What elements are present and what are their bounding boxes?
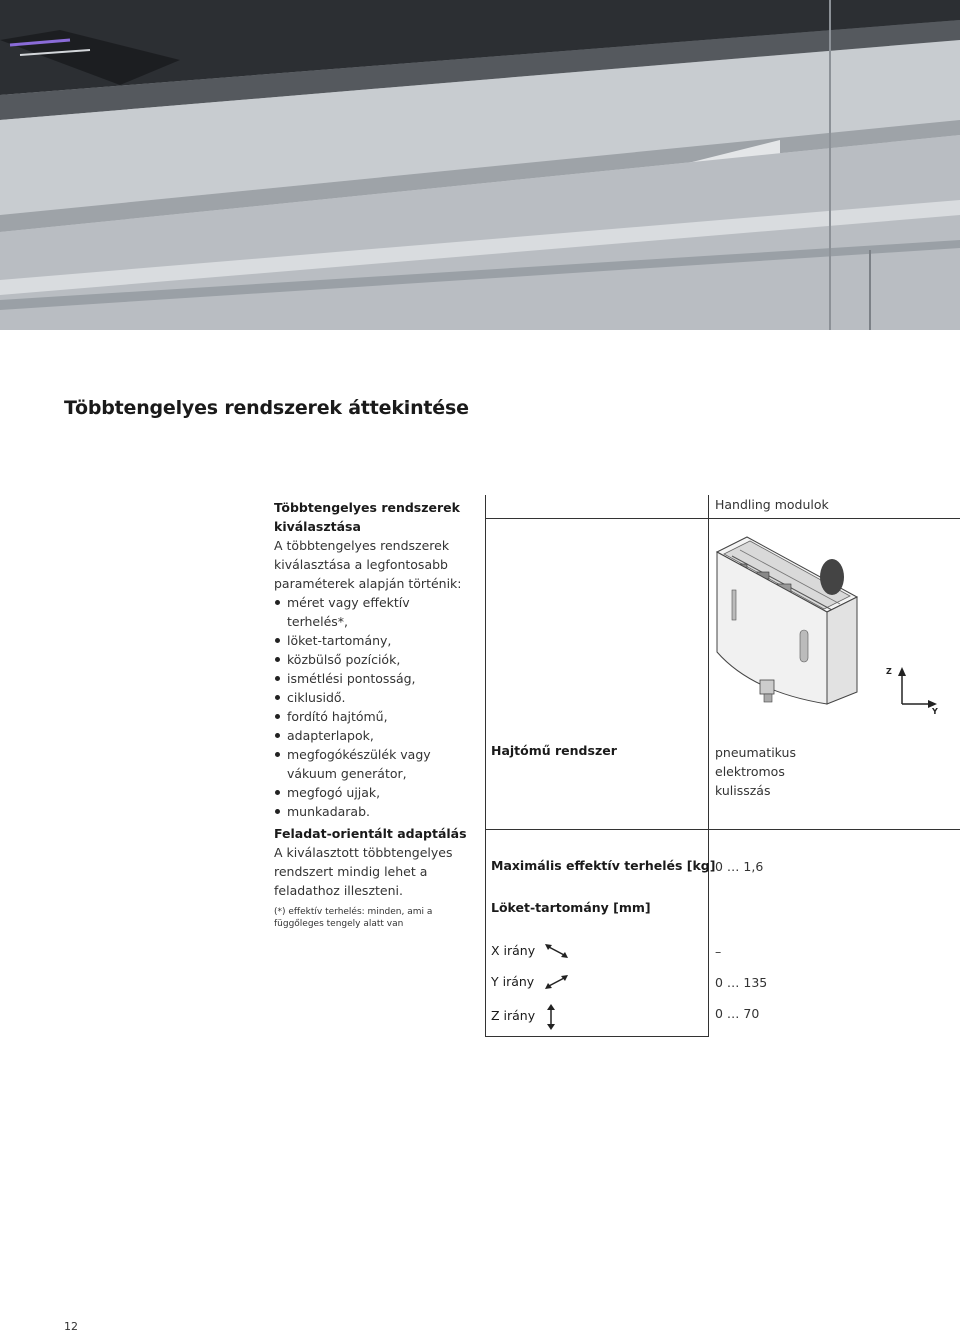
- list-item: ciklusidő.: [274, 688, 474, 707]
- adaptation-text: A kiválasztott többtengelyes rendszert mindig lehet a feladathoz illeszteni.: [274, 845, 453, 898]
- list-item: fordító hajtómű,: [274, 707, 474, 726]
- list-item: megfogókészülék vagy vákuum generátor,: [274, 745, 474, 783]
- drive-value: elektromos: [715, 764, 785, 779]
- list-item: adapterlapok,: [274, 726, 474, 745]
- list-item: megfogó ujjak,: [274, 783, 474, 802]
- drive-system-values: [715, 743, 796, 800]
- table-bottom-border: [485, 1036, 709, 1037]
- list-item: löket-tartomány,: [274, 631, 474, 650]
- y-direction-arrow-icon: [544, 973, 570, 991]
- footnote: (*) effektív terhelés: minden, ami a függőleges tengely alatt van: [274, 907, 433, 929]
- selection-intro: A többtengelyes rendszerek kiválasztása a legfontosabb paraméterek alapján történik:: [274, 538, 462, 591]
- left-column: [274, 498, 474, 929]
- x-direction-arrow-icon: [544, 942, 570, 960]
- z-direction-label: Z irány: [491, 1008, 536, 1023]
- hero-machine-illustration: [0, 0, 960, 330]
- drive-system-label: Hajtómű rendszer: [491, 743, 617, 758]
- table-column-divider: [708, 495, 709, 1037]
- page-title: Többtengelyes rendszerek áttekintése: [64, 397, 469, 419]
- adaptation-heading: Feladat-orientált adaptálás: [274, 826, 467, 841]
- y-direction-value: 0 … 135: [715, 975, 768, 990]
- axis-label-y: Y: [932, 707, 938, 716]
- y-direction-label: Y irány: [491, 974, 535, 989]
- list-item: közbülső pozíciók,: [274, 650, 474, 669]
- handling-module-image: [712, 532, 862, 712]
- column-header: Handling modulok: [715, 497, 829, 512]
- payload-label: Maximális effektív terhelés [kg]: [491, 858, 716, 873]
- drive-value: pneumatikus: [715, 745, 796, 760]
- x-direction-label: X irány: [491, 943, 536, 958]
- header-divider: [485, 518, 960, 519]
- x-direction-value: –: [715, 944, 722, 959]
- list-item: ismétlési pontosság,: [274, 669, 474, 688]
- section-divider: [485, 829, 960, 830]
- page-number: 12: [64, 1320, 78, 1333]
- adaptation-section: [274, 824, 474, 930]
- parameter-list: [274, 593, 474, 821]
- table-left-border: [485, 495, 486, 1037]
- z-direction-value: 0 … 70: [715, 1006, 760, 1021]
- axis-label-z: Z: [886, 667, 892, 676]
- list-item: munkadarab.: [274, 802, 474, 821]
- selection-heading: Többtengelyes rendszerek kiválasztása: [274, 500, 460, 534]
- list-item: méret vagy effektív terhelés*,: [274, 593, 474, 631]
- payload-value: 0 … 1,6: [715, 859, 764, 874]
- drive-value: kulisszás: [715, 783, 771, 798]
- z-direction-arrow-icon: [544, 1004, 558, 1030]
- hero-photo: [0, 0, 960, 330]
- axis-indicator: [880, 662, 945, 717]
- stroke-label: Löket-tartomány [mm]: [491, 900, 651, 915]
